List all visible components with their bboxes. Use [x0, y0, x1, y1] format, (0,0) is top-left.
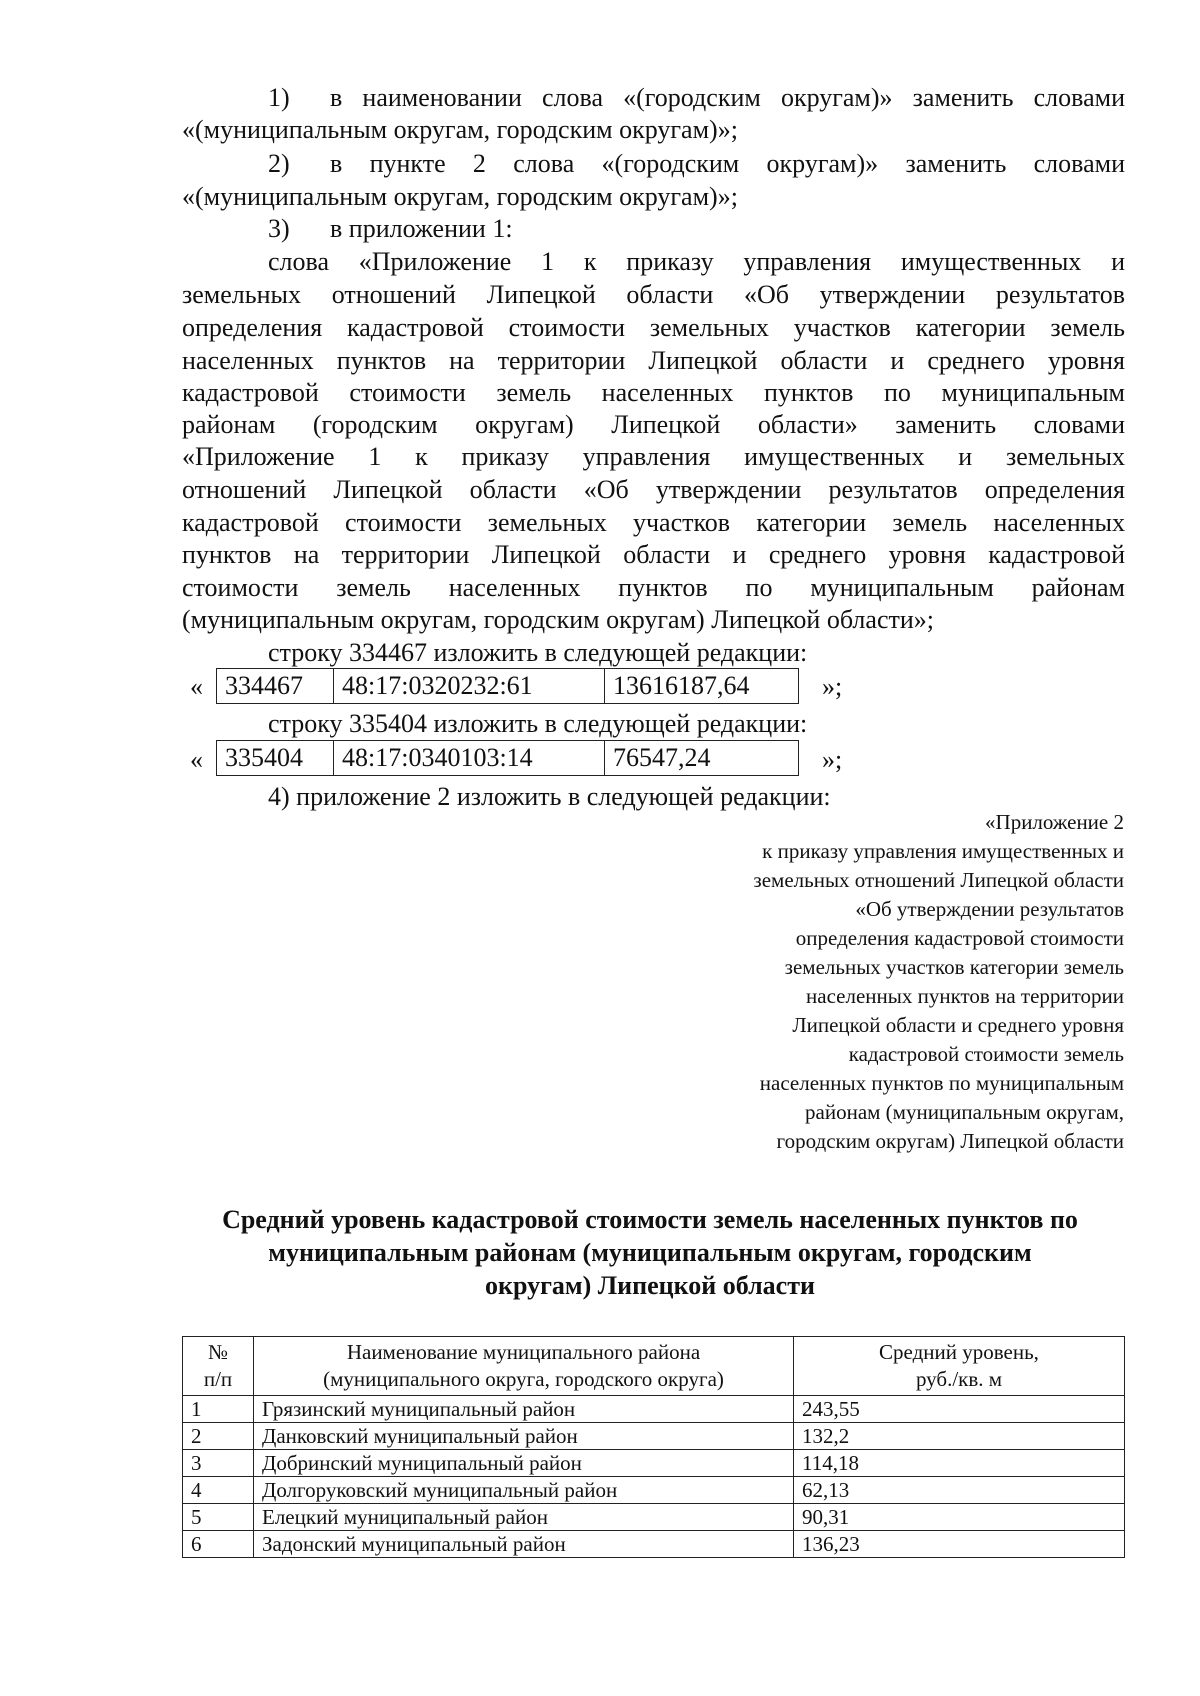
- table-row: [217, 741, 799, 776]
- district-name: Грязинский муниципальный район: [254, 1396, 794, 1423]
- item-3-body-line: стоимости земель населенных пунктов по муниципальным районам: [182, 573, 1125, 602]
- average-value: 136,23: [794, 1531, 1125, 1558]
- annex-line: определения кадастровой стоимости: [795, 926, 1124, 950]
- cadastral-value-table: [182, 1336, 1125, 1558]
- header-name-line: Наименование муниципального района: [346, 1340, 701, 1364]
- item-3-body-line: определения кадастровой стоимости земельных участков категории земель: [182, 313, 1125, 342]
- row-number: 2: [183, 1423, 254, 1450]
- row-number: 5: [183, 1504, 254, 1531]
- row-335404-table: [216, 740, 799, 776]
- item-1-number: 1): [268, 83, 290, 112]
- annex-line: кадастровой стоимости земель: [848, 1042, 1124, 1066]
- item-3-body-line: кадастровой стоимости земельных участков категории земель населенных: [182, 508, 1125, 537]
- row-number-cell: 335404: [217, 741, 334, 776]
- average-value: 243,55: [794, 1396, 1125, 1423]
- open-quote: «: [190, 745, 203, 774]
- row-335404-intro: строку 335404 изложить в следующей редакции:: [268, 709, 808, 738]
- item-3-body-line: пунктов на территории Липецкой области и среднего уровня кадастровой: [182, 540, 1125, 569]
- row-334467-table: [216, 668, 799, 704]
- district-name: Елецкий муниципальный район: [254, 1504, 794, 1531]
- header-number: [183, 1337, 254, 1396]
- row-number-cell: 334467: [217, 669, 334, 704]
- header-number-line: №: [207, 1340, 229, 1364]
- district-name: Задонский муниципальный район: [254, 1531, 794, 1558]
- close-quote: »;: [822, 672, 843, 701]
- table-row: [183, 1450, 1125, 1477]
- annex-line: городским округам) Липецкой области: [776, 1129, 1124, 1153]
- item-3-body-line: кадастровой стоимости земель населенных пунктов по муниципальным: [182, 378, 1125, 407]
- item-3-body-line: населенных пунктов на территории Липецкой области и среднего уровня: [182, 346, 1125, 375]
- cadastral-number-cell: 48:17:0320232:61: [334, 669, 605, 704]
- row-number: 3: [183, 1450, 254, 1477]
- table-row: [183, 1477, 1125, 1504]
- item-3-body-line: «Приложение 1 к приказу управления имущественных и земельных: [182, 442, 1125, 471]
- title-line: муниципальным районам (муниципальным округам, городским: [268, 1238, 1032, 1267]
- item-1-continuation: «(муниципальным округам, городским округам)»;: [182, 115, 738, 144]
- district-name: Добринский муниципальный район: [254, 1450, 794, 1477]
- table-header-row: [183, 1337, 1125, 1396]
- item-2-number: 2): [268, 149, 290, 178]
- item-3-body-line: районам (городским округам) Липецкой области» заменить словами: [182, 410, 1125, 439]
- item-3-number: 3): [268, 214, 290, 243]
- annex-line: земельных участков категории земель: [784, 955, 1124, 979]
- item-1-text: в наименовании слова «(городским округам)» заменить словами: [330, 83, 1125, 112]
- open-quote: «: [190, 672, 203, 701]
- table-row: [183, 1531, 1125, 1558]
- annex-line: «Приложение 2: [985, 810, 1124, 834]
- header-number-line: п/п: [203, 1367, 233, 1391]
- item-3-body-line: слова «Приложение 1 к приказу управления имущественных и: [268, 247, 1125, 276]
- annex-line: населенных пунктов на территории: [806, 984, 1124, 1008]
- title-line: округам) Липецкой области: [485, 1271, 815, 1300]
- annex-header: [644, 808, 1124, 1156]
- item-4-line: 4) приложение 2 изложить в следующей редакции:: [268, 782, 831, 811]
- header-average-value: [794, 1337, 1125, 1396]
- annex-line: «Об утверждении результатов: [855, 897, 1124, 921]
- cadastral-value-cell: 76547,24: [605, 741, 799, 776]
- header-district-name: [254, 1337, 794, 1396]
- header-value-line: руб./кв. м: [915, 1367, 1003, 1391]
- header-name-line: (муниципального округа, городского округа): [323, 1367, 724, 1391]
- item-2-line: [268, 148, 1125, 180]
- annex-line: населенных пунктов по муниципальным: [759, 1071, 1124, 1095]
- row-number: 4: [183, 1477, 254, 1504]
- row-number: 6: [183, 1531, 254, 1558]
- cadastral-number-cell: 48:17:0340103:14: [334, 741, 605, 776]
- average-value: 90,31: [794, 1504, 1125, 1531]
- item-3-body-line: земельных отношений Липецкой области «Об утверждении результатов: [182, 280, 1125, 309]
- annex-line: к приказу управления имущественных и: [762, 839, 1124, 863]
- item-3-body-last-line: (муниципальным округам, городским округам) Липецкой области»;: [182, 605, 934, 634]
- district-name: Данковский муниципальный район: [254, 1423, 794, 1450]
- item-3-text: в приложении 1:: [330, 214, 513, 243]
- table-row: [183, 1504, 1125, 1531]
- table-row: [183, 1396, 1125, 1423]
- document-title: [160, 1203, 1140, 1302]
- cadastral-value-cell: 13616187,64: [605, 669, 799, 704]
- header-value-line: Средний уровень,: [879, 1340, 1039, 1364]
- average-value: 114,18: [794, 1450, 1125, 1477]
- title-line: Средний уровень кадастровой стоимости земель населенных пунктов по: [222, 1205, 1078, 1234]
- item-3-body-line: отношений Липецкой области «Об утверждении результатов определения: [182, 475, 1125, 504]
- table-row: [183, 1423, 1125, 1450]
- row-334467-intro: строку 334467 изложить в следующей редакции:: [268, 638, 808, 667]
- item-2-text: в пункте 2 слова «(городским округам)» заменить словами: [330, 149, 1125, 178]
- close-quote: »;: [822, 745, 843, 774]
- average-value: 62,13: [794, 1477, 1125, 1504]
- average-value: 132,2: [794, 1423, 1125, 1450]
- district-name: Долгоруковский муниципальный район: [254, 1477, 794, 1504]
- item-3-line: [268, 213, 513, 245]
- item-1-line: [268, 82, 1125, 114]
- table-row: [217, 669, 799, 704]
- annex-line: Липецкой области и среднего уровня: [792, 1013, 1124, 1037]
- annex-line: районам (муниципальным округам,: [805, 1100, 1124, 1124]
- item-2-continuation: «(муниципальным округам, городским округам)»;: [182, 182, 738, 211]
- annex-line: земельных отношений Липецкой области: [753, 868, 1124, 892]
- row-number: 1: [183, 1396, 254, 1423]
